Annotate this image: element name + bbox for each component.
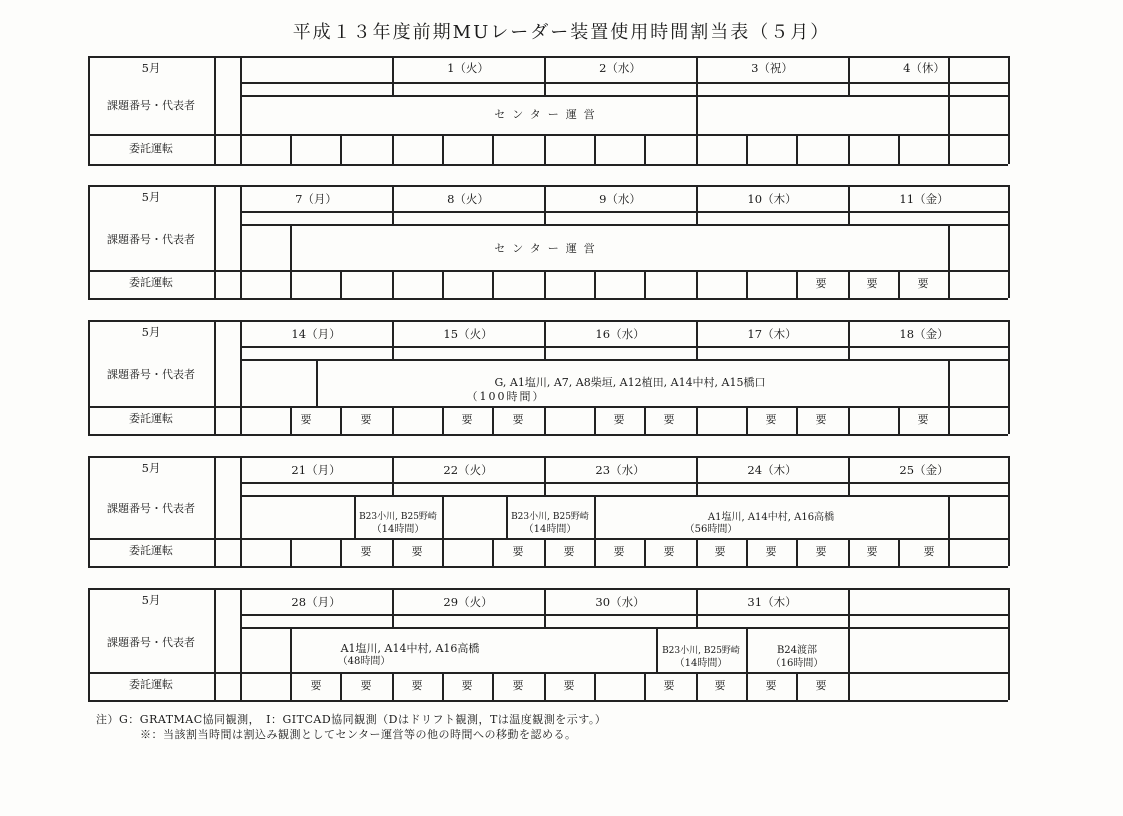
consign-mark: 要 (411, 545, 423, 558)
footnote-legend: 注）G：GRATMAC協同観測， I：GITCAD協同観測（Dはドリフト観測，Tは温度観測を示す。） (96, 713, 607, 726)
day-header: 29（火） (443, 595, 493, 609)
allocation-block: B23小川, B25野崎 (511, 512, 589, 522)
consign-mark: 要 (923, 545, 935, 558)
day-header: 7（月） (295, 192, 337, 206)
consign-mark: 要 (765, 545, 777, 558)
day-header: 16（水） (595, 327, 645, 341)
allocation-hours: （14時間） (674, 658, 728, 669)
consign-mark: 要 (613, 545, 625, 558)
consign-mark: 要 (663, 545, 675, 558)
day-header: 8（火） (447, 192, 489, 206)
day-header: 22（火） (443, 463, 493, 477)
month-label: 5月 (141, 190, 161, 204)
footnotes (96, 712, 606, 742)
consign-mark: 要 (866, 277, 878, 290)
day-header: 18（金） (899, 327, 949, 341)
day-header: 17（木） (747, 327, 797, 341)
consign-mark: 要 (310, 679, 322, 692)
allocation-block: B23小川, B25野崎 (359, 512, 437, 522)
consign-mark: 要 (815, 679, 827, 692)
allocation-hours: （14時間） (371, 524, 425, 535)
consign-label: 委託運転 (129, 276, 173, 289)
consign-mark: 要 (461, 413, 473, 426)
day-header: 23（水） (595, 463, 645, 477)
consign-mark: 要 (512, 679, 524, 692)
consign-mark: 要 (714, 679, 726, 692)
page-title: 平成１３年度前期MUレーダー装置使用時間割当表（５月） (292, 22, 831, 43)
day-header: 24（木） (747, 463, 797, 477)
footnote-remark: ※：当該割当時間は割込み観測としてセンター運営等の他の時間への移動を認める。 (140, 728, 577, 741)
consign-mark: 要 (815, 413, 827, 426)
project-label: 課題番号・代表者 (107, 368, 195, 381)
consign-mark: 要 (512, 545, 524, 558)
day-header: 1（火） (447, 61, 489, 75)
day-header: 25（金） (899, 463, 949, 477)
consign-mark: 要 (714, 545, 726, 558)
consign-mark: 要 (765, 679, 777, 692)
project-label: 課題番号・代表者 (107, 636, 195, 649)
day-header: 2（水） (599, 61, 641, 75)
day-header: 31（木） (747, 595, 797, 609)
consign-mark: 要 (563, 679, 575, 692)
consign-mark: 要 (512, 413, 524, 426)
project-label: 課題番号・代表者 (107, 99, 195, 112)
consign-mark: 要 (815, 545, 827, 558)
allocation-hours: （16時間） (770, 658, 824, 669)
day-header: 4（休） (903, 61, 945, 75)
month-label: 5月 (141, 593, 161, 607)
consign-mark: 要 (917, 277, 929, 290)
consign-label: 委託運転 (129, 678, 173, 691)
allocation-hours: （48時間） (337, 656, 391, 667)
consign-mark: 要 (563, 545, 575, 558)
consign-mark: 要 (917, 413, 929, 426)
allocation-hours: （14時間） (523, 524, 577, 535)
consign-mark: 要 (663, 413, 675, 426)
consign-mark: 要 (411, 679, 423, 692)
month-label: 5月 (141, 461, 161, 475)
allocation-block: センター運営 (494, 108, 602, 121)
consign-mark: 要 (765, 413, 777, 426)
consign-mark: 要 (300, 413, 312, 426)
consign-mark: 要 (360, 679, 372, 692)
allocation-block: A1塩川, A14中村, A16高橋 (707, 512, 835, 523)
day-header: 14（月） (291, 327, 341, 341)
day-header: 11（金） (899, 192, 949, 206)
day-header: 28（月） (291, 595, 341, 609)
consign-mark: 要 (360, 413, 372, 426)
allocation-block: B24渡部 (776, 645, 818, 656)
consign-label: 委託運転 (129, 544, 173, 557)
day-header: 3（祝） (751, 61, 793, 75)
project-label: 課題番号・代表者 (107, 233, 195, 246)
day-header: 21（月） (291, 463, 341, 477)
allocation-hours: （100時間） (466, 390, 546, 403)
day-header: 15（火） (443, 327, 493, 341)
month-label: 5月 (141, 325, 161, 339)
allocation-hours: （56時間） (684, 524, 738, 535)
consign-label: 委託運転 (129, 412, 173, 425)
consign-label: 委託運転 (129, 142, 173, 155)
consign-mark: 要 (360, 545, 372, 558)
day-header: 9（水） (599, 192, 641, 206)
day-header: 10（木） (747, 192, 797, 206)
consign-mark: 要 (461, 679, 473, 692)
month-label: 5月 (141, 61, 161, 75)
consign-mark: 要 (815, 277, 827, 290)
project-label: 課題番号・代表者 (107, 502, 195, 515)
allocation-block: A1塩川, A14中村, A16高橋 (340, 642, 480, 655)
day-header: 30（水） (595, 595, 645, 609)
consign-mark: 要 (613, 413, 625, 426)
allocation-block: G, A1塩川, A7, A8柴垣, A12植田, A14中村, A15橋口 (494, 376, 766, 389)
allocation-block: B23小川, B25野崎 (662, 646, 740, 656)
consign-mark: 要 (866, 545, 878, 558)
allocation-block: センター運営 (494, 242, 602, 255)
consign-mark: 要 (663, 679, 675, 692)
